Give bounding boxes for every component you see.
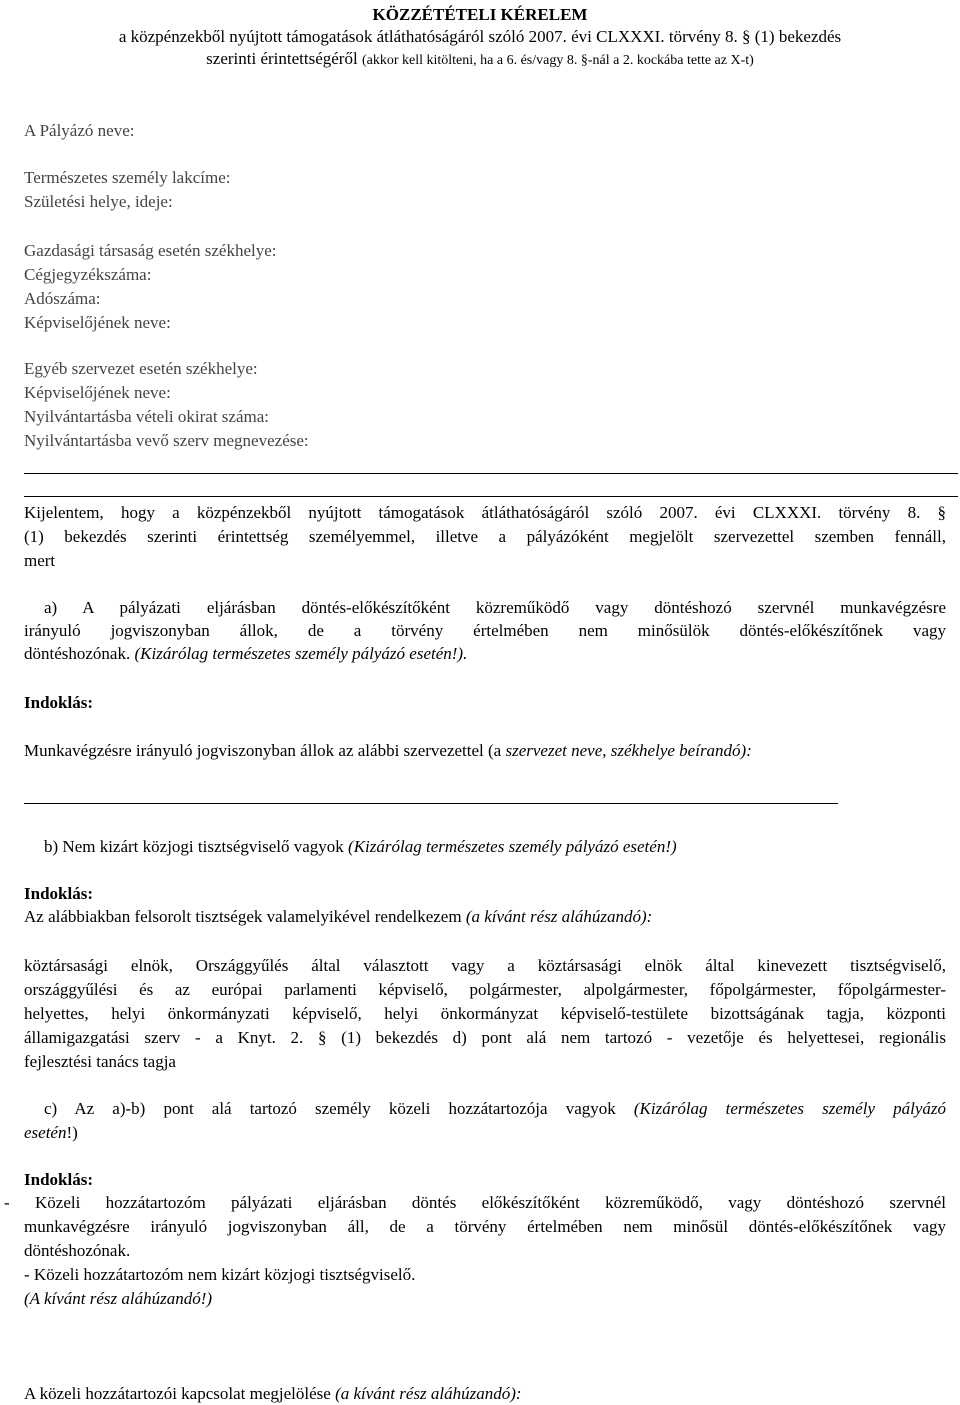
org-seat-label: Egyéb szervezet esetén székhelye: bbox=[24, 359, 258, 378]
offices-list-line-1: köztársasági elnök, Országgyűlés által választott vagy a köztársasági elnök által kinevezett tisztségviselő, bbox=[24, 956, 946, 975]
section-a-line-1: a) A pályázati eljárásban döntés-előkészítőként közreműködő vagy döntéshozó szervnél munkavégzésre bbox=[44, 598, 946, 617]
section-b-offices-note: (a kívánt rész aláhúzandó): bbox=[465, 907, 653, 926]
section-c-reason-label: Indoklás: bbox=[24, 1170, 93, 1189]
section-a-employment-main: Munkavégzésre irányuló jogviszonyban állok az alábbi szervezettel (a bbox=[24, 741, 502, 760]
section-c-underline-note: (A kívánt rész aláhúzandó!) bbox=[24, 1289, 213, 1308]
subtitle-note: (akkor kell kitölteni, ha a 6. és/vagy 8. §-nál a 2. kockába tette az X-t) bbox=[361, 53, 754, 68]
section-a-employment-line bbox=[24, 740, 752, 762]
section-b-note: (Kizárólag természetes személy pályázó esetén!) bbox=[348, 837, 677, 856]
section-c-option-2: - Közeli hozzátartozóm nem kizárt közjogi tisztségviselő. bbox=[24, 1265, 416, 1284]
section-c-main: c) Az a)-b) pont alá tartozó személy közeli hozzátartozója vagyok bbox=[44, 1099, 616, 1118]
section-b-offices-main: Az alábbiakban felsorolt tisztségek valamelyikével rendelkezem bbox=[24, 907, 462, 926]
section-b-line bbox=[44, 836, 677, 858]
section-c-option-1-line-2: munkavégzésre irányuló jogviszonyban áll, de a törvény értelmében nem minősül döntés-előkészítőnek vagy bbox=[24, 1217, 946, 1236]
section-c-line-2-italic: esetén bbox=[24, 1123, 67, 1142]
relation-main: A közeli hozzátartozói kapcsolat megjelölése bbox=[24, 1384, 331, 1403]
section-b-main: b) Nem kizárt közjogi tisztségviselő vagyok bbox=[44, 837, 344, 856]
relation-line bbox=[24, 1383, 522, 1405]
section-c-option-1-line-1: - Közeli hozzátartozóm pályázati eljárásban döntés előkészítőként közreműködő, vagy döntéshozó szervnél bbox=[4, 1193, 946, 1212]
org-reg-body-label: Nyilvántartásba vevő szerv megnevezése: bbox=[24, 431, 309, 450]
employment-fill-line[interactable] bbox=[24, 803, 838, 804]
section-a-employment-note: szervezet neve, székhelye beírandó): bbox=[505, 741, 752, 760]
offices-list-line-5: fejlesztési tanács tagja bbox=[24, 1052, 176, 1071]
section-a-line-3-main: döntéshozónak. bbox=[24, 644, 131, 663]
person-birth-label: Születési helye, ideje: bbox=[24, 192, 173, 211]
company-rep-label: Képviselőjének neve: bbox=[24, 313, 171, 332]
company-regno-label: Cégjegyzékszáma: bbox=[24, 265, 152, 284]
section-c-line-2 bbox=[24, 1122, 78, 1144]
section-c-option-1-line-3: döntéshozónak. bbox=[24, 1241, 131, 1260]
subtitle-line-2 bbox=[0, 48, 960, 72]
section-b-reason-label: Indoklás: bbox=[24, 884, 93, 903]
section-a-line-2: irányuló jogviszonyban állok, de a törvény értelmében nem minősülök döntés-előkészítőnek vagy bbox=[24, 621, 946, 640]
section-c-line-1 bbox=[44, 1098, 946, 1120]
applicant-name-label: A Pályázó neve: bbox=[24, 121, 135, 140]
section-c-line-2-tail: !) bbox=[66, 1123, 78, 1142]
section-a-reason-label: Indoklás: bbox=[24, 693, 93, 712]
separator-line-bottom bbox=[24, 496, 958, 497]
subtitle-main: szerinti érintettségéről bbox=[206, 49, 358, 68]
org-rep-label: Képviselőjének neve: bbox=[24, 383, 171, 402]
company-taxno-label: Adószáma: bbox=[24, 289, 101, 308]
offices-list-line-4: államigazgatási szerv - a Knyt. 2. § (1) bekezdés d) pont alá nem tartozó - vezetője és helyettesei, regionális bbox=[24, 1028, 946, 1047]
section-a-line-3 bbox=[24, 643, 467, 665]
declaration-line-1: Kijelentem, hogy a közpénzekből nyújtott támogatások átláthatóságáról szóló 2007. évi CLXXXI. törvény 8. § bbox=[24, 503, 946, 522]
org-reg-doc-label: Nyilvántartásba vételi okirat száma: bbox=[24, 407, 269, 426]
section-a-line-3-note: (Kizárólag természetes személy pályázó esetén!). bbox=[134, 644, 468, 663]
offices-list-line-2: országgyűlési és az európai parlamenti képviselő, polgármester, alpolgármester, főpolgármester, főpolgármester- bbox=[24, 980, 946, 999]
subtitle-line-1: a közpénzekből nyújtott támogatások átláthatóságáról szóló 2007. évi CLXXXI. törvény 8. § (1) bekezdés bbox=[118, 27, 842, 46]
section-b-offices-line bbox=[24, 906, 652, 928]
section-c-note: (Kizárólag természetes személy pályázó bbox=[633, 1099, 946, 1118]
document-title: KÖZZÉTÉTELI KÉRELEM bbox=[372, 5, 588, 24]
relation-note: (a kívánt rész aláhúzandó): bbox=[335, 1384, 522, 1403]
offices-list-line-3: helyettes, helyi önkormányzati képviselő, helyi önkormányzat képviselő-testülete bizottságának tagja, központi bbox=[24, 1004, 946, 1023]
company-seat-label: Gazdasági társaság esetén székhelye: bbox=[24, 241, 277, 260]
declaration-line-2: (1) bekezdés szerinti érintettség személyemmel, illetve a pályázóként megjelölt szervezettel szemben fennáll, bbox=[24, 527, 946, 546]
person-address-label: Természetes személy lakcíme: bbox=[24, 168, 231, 187]
declaration-line-3: mert bbox=[24, 551, 56, 570]
separator-line-top bbox=[24, 473, 958, 474]
